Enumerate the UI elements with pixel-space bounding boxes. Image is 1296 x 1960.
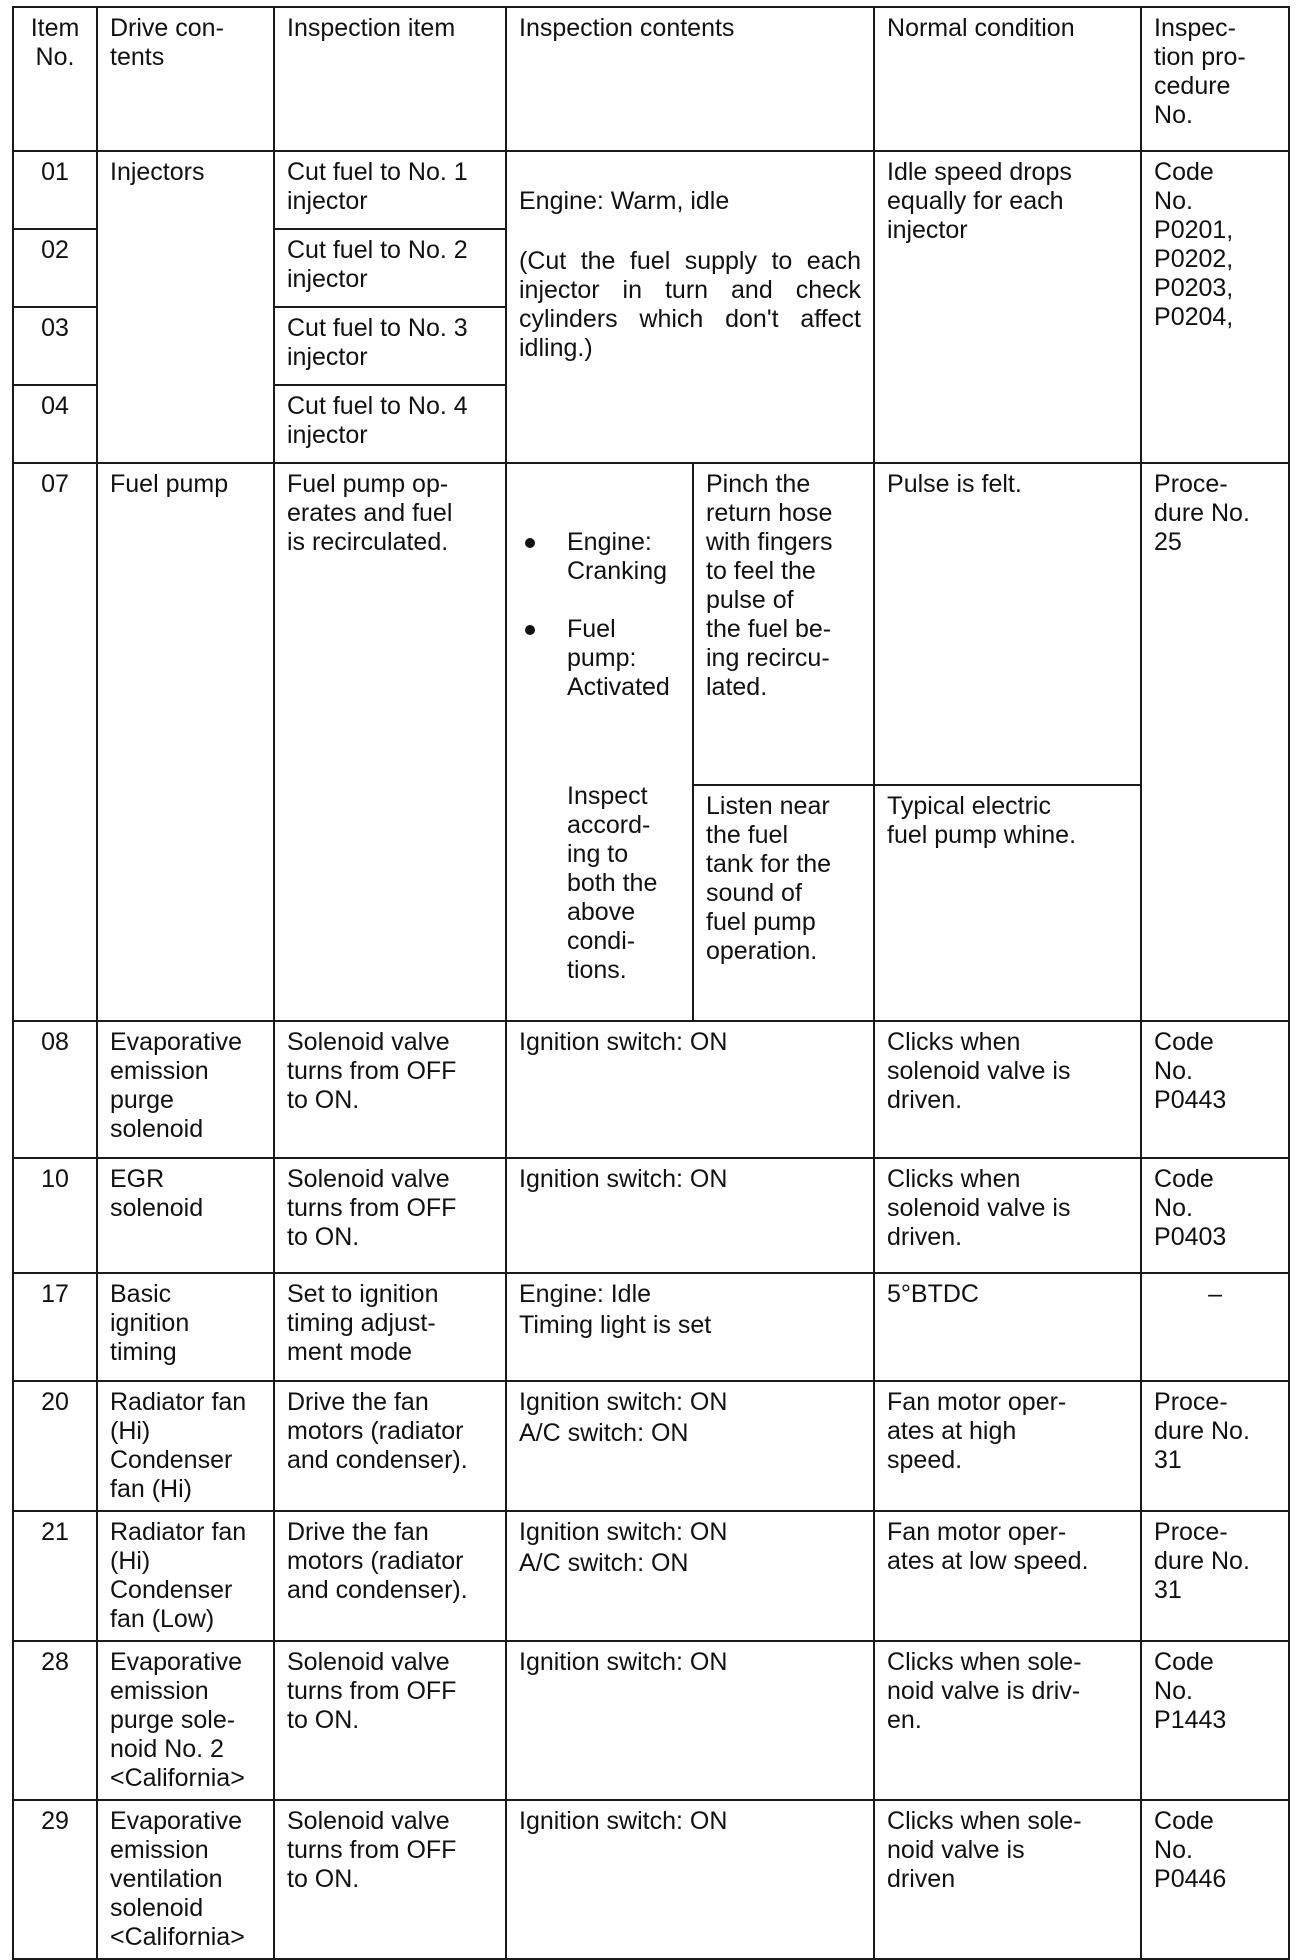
procedure-cell: Proce- dure No. 31 <box>1141 1511 1289 1641</box>
inspection-contents-line: A/C switch: ON <box>519 1419 689 1447</box>
normal-condition-cell: Clicks when solenoid valve is driven. <box>874 1158 1141 1273</box>
procedure-cell: Proce- dure No. 31 <box>1141 1381 1289 1511</box>
inspection-contents-line: Timing light is set <box>519 1311 712 1339</box>
inspection-item-cell: Drive the fan motors (radiator and condenser). <box>274 1381 506 1511</box>
inspection-contents-cell <box>506 1641 874 1800</box>
item-number: 04 <box>13 385 97 463</box>
table-body <box>13 7 1289 1959</box>
item-number: 02 <box>13 229 97 307</box>
item-number: 29 <box>13 1800 97 1959</box>
table-row <box>13 1158 1289 1273</box>
drive-contents-cell: Evaporative emission purge solenoid <box>97 1021 274 1158</box>
procedure-cell: – <box>1141 1273 1289 1381</box>
inspection-item-cell: Solenoid valve turns from OFF to ON. <box>274 1800 506 1959</box>
item-number: 08 <box>13 1021 97 1158</box>
check-method-cell: Listen near the fuel tank for the sound of fuel pump operation. <box>693 785 874 1021</box>
drive-contents-cell: EGR solenoid <box>97 1158 274 1273</box>
table-row <box>13 1381 1289 1511</box>
inspection-item-cell: Solenoid valve turns from OFF to ON. <box>274 1158 506 1273</box>
inspection-contents-cell <box>506 1273 874 1381</box>
table-row <box>13 1641 1289 1800</box>
condition-text: Engine: Cranking <box>567 528 668 585</box>
header-item-no: Item No. <box>13 7 97 151</box>
condition-note: Inspect accord- ing to both the above condi- tions. <box>567 782 658 984</box>
inspection-contents-line: Ignition switch: ON <box>519 1518 728 1546</box>
header-procedure-no: Inspec- tion pro- cedure No. <box>1141 7 1289 151</box>
inspection-contents-cell <box>506 151 874 463</box>
condition-list <box>519 499 680 731</box>
inspection-contents-cell <box>506 1800 874 1959</box>
table-row <box>13 1800 1289 1959</box>
inspection-item-cell: Solenoid valve turns from OFF to ON. <box>274 1641 506 1800</box>
inspection-contents-line: Ignition switch: ON <box>519 1165 728 1193</box>
check-method-cell: Pinch the return hose with fingers to feel the pulse of the fuel be- ing recircu- lated. <box>693 463 874 785</box>
item-number: 21 <box>13 1511 97 1641</box>
actuator-test-table <box>12 6 1290 1960</box>
condition-text: Fuel pump: Activated <box>567 615 670 701</box>
header-drive-contents: Drive con- tents <box>97 7 274 151</box>
drive-contents-cell: Radiator fan (Hi) Condenser fan (Low) <box>97 1511 274 1641</box>
drive-contents-cell: Evaporative emission purge sole- noid No. 2 <California> <box>97 1641 274 1800</box>
inspection-sheet <box>12 6 1296 1960</box>
normal-condition-cell: Fan motor oper- ates at low speed. <box>874 1511 1141 1641</box>
inspection-contents-line: (Cut the fuel supply to each injector in turn and check cylinders which don't affect idling.) <box>519 247 862 362</box>
item-number: 10 <box>13 1158 97 1273</box>
procedure-cell: Code No. P0403 <box>1141 1158 1289 1273</box>
inspection-contents-line: Engine: Warm, idle <box>519 187 730 215</box>
inspection-contents-cell <box>506 1511 874 1641</box>
procedure-cell: Proce- dure No. 25 <box>1141 463 1289 1021</box>
header-inspection-item: Inspection item <box>274 7 506 151</box>
item-number: 28 <box>13 1641 97 1800</box>
inspection-item-cell: Cut fuel to No. 2 injector <box>274 229 506 307</box>
drive-contents-cell: Fuel pump <box>97 463 274 1021</box>
inspection-item-cell: Set to ignition timing adjust- ment mode <box>274 1273 506 1381</box>
table-row <box>13 1021 1289 1158</box>
condition-item <box>519 528 680 586</box>
normal-condition-cell: Clicks when sole- noid valve is driv- en. <box>874 1641 1141 1800</box>
inspection-contents-line: Engine: Idle <box>519 1280 652 1308</box>
inspection-contents-line: Ignition switch: ON <box>519 1028 728 1056</box>
inspection-contents-line: Ignition switch: ON <box>519 1388 728 1416</box>
normal-condition-cell: Clicks when solenoid valve is driven. <box>874 1021 1141 1158</box>
inspection-contents-line: Ignition switch: ON <box>519 1807 728 1835</box>
inspection-contents-cell <box>506 1021 874 1158</box>
procedure-cell: Code No. P0201, P0202, P0203, P0204, <box>1141 151 1289 463</box>
table-row <box>13 1511 1289 1641</box>
inspection-contents-line: A/C switch: ON <box>519 1549 689 1577</box>
procedure-cell: Code No. P0443 <box>1141 1021 1289 1158</box>
normal-condition-cell: Idle speed drops equally for each injector <box>874 151 1141 463</box>
normal-condition-cell: Clicks when sole- noid valve is driven <box>874 1800 1141 1959</box>
normal-condition-cell: 5°BTDC <box>874 1273 1141 1381</box>
item-number: 20 <box>13 1381 97 1511</box>
inspection-item-cell: Cut fuel to No. 3 injector <box>274 307 506 385</box>
procedure-cell: Code No. P0446 <box>1141 1800 1289 1959</box>
drive-contents-cell: Evaporative emission ventilation solenoid <California> <box>97 1800 274 1959</box>
inspection-item-cell: Drive the fan motors (radiator and condenser). <box>274 1511 506 1641</box>
table-row-injector-1 <box>13 151 1289 229</box>
header-row <box>13 7 1289 151</box>
inspection-contents-cell <box>506 1381 874 1511</box>
inspection-contents-cell <box>506 1158 874 1273</box>
item-number: 17 <box>13 1273 97 1381</box>
drive-contents-cell: Injectors <box>97 151 274 463</box>
inspection-item-cell: Fuel pump op- erates and fuel is recirculated. <box>274 463 506 1021</box>
procedure-cell: Code No. P1443 <box>1141 1641 1289 1800</box>
table-row <box>13 1273 1289 1381</box>
normal-condition-cell: Fan motor oper- ates at high speed. <box>874 1381 1141 1511</box>
table-row-fuel-pump <box>13 463 1289 785</box>
item-number: 01 <box>13 151 97 229</box>
inspection-contents-line: Ignition switch: ON <box>519 1648 728 1676</box>
item-number: 03 <box>13 307 97 385</box>
drive-contents-cell: Radiator fan (Hi) Condenser fan (Hi) <box>97 1381 274 1511</box>
inspection-item-cell: Cut fuel to No. 1 injector <box>274 151 506 229</box>
normal-condition-cell: Typical electric fuel pump whine. <box>874 785 1141 1021</box>
inspection-item-cell: Solenoid valve turns from OFF to ON. <box>274 1021 506 1158</box>
item-number: 07 <box>13 463 97 1021</box>
pump-conditions-cell <box>506 463 693 1021</box>
inspection-item-cell: Cut fuel to No. 4 injector <box>274 385 506 463</box>
normal-condition-cell: Pulse is felt. <box>874 463 1141 785</box>
header-inspection-contents: Inspection contents <box>506 7 874 151</box>
bullet-icon <box>525 538 535 548</box>
header-normal-condition: Normal condition <box>874 7 1141 151</box>
bullet-icon <box>525 625 535 635</box>
drive-contents-cell: Basic ignition timing <box>97 1273 274 1381</box>
condition-item <box>519 615 680 702</box>
